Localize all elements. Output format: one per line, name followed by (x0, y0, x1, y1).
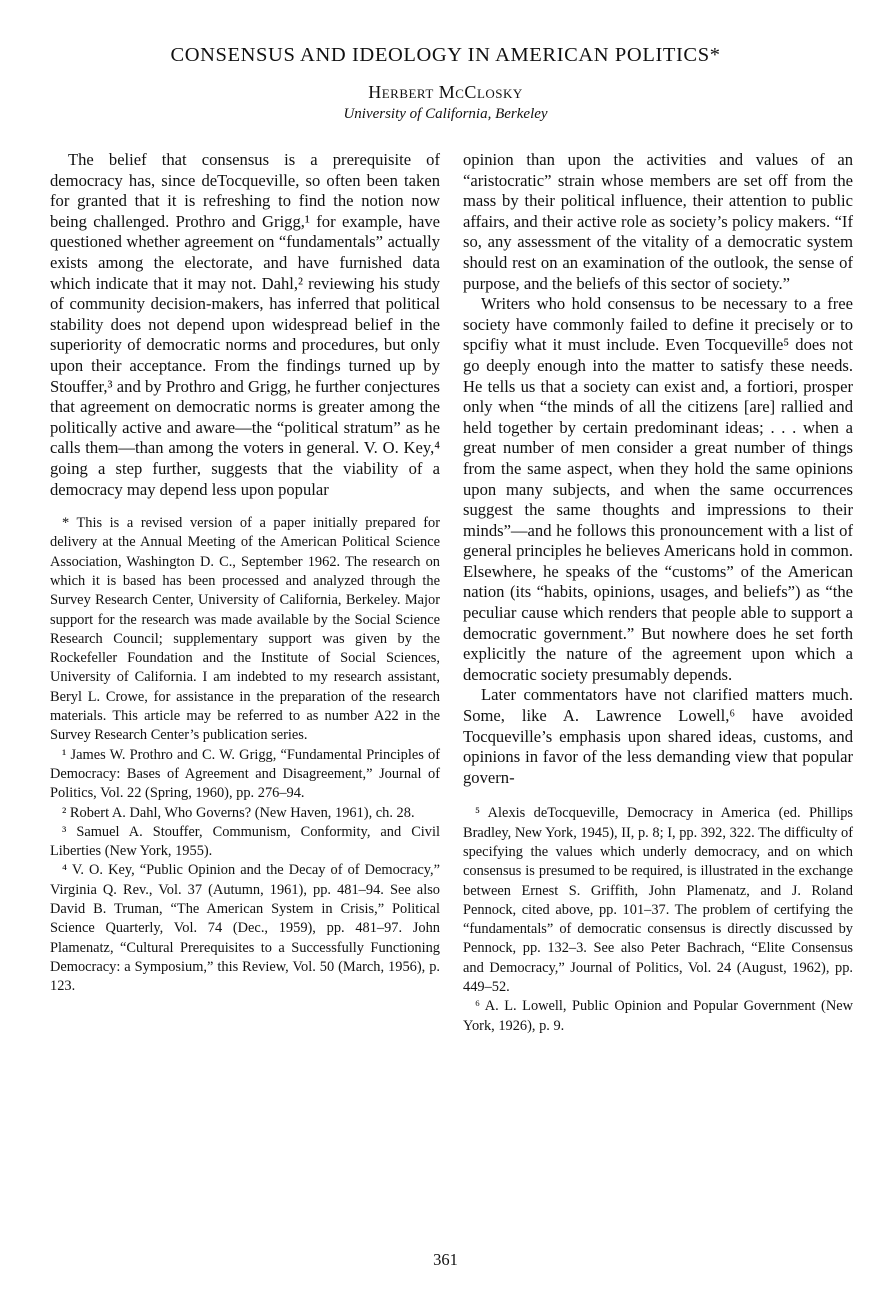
left-footnotes (50, 514, 440, 996)
author-name: Herbert McClosky (368, 82, 523, 102)
right-column (463, 150, 853, 1036)
left-body-text (50, 150, 440, 500)
paragraph-continued: opinion than upon the activities and values of an “aristocratic” strain whose members are set off from the mass by their political influence, their attention to public affairs, and their active role as society’s policy makers. “If so, any assessment of the vitality of a democratic system should rest on an examination of the outlook, the sense of purpose, and the beliefs of this sector of society.” (463, 150, 853, 293)
footnote-3: ³ Samuel A. Stouffer, Communism, Conformity, and Civil Liberties (New York, 1955). (50, 823, 440, 860)
author-affiliation: University of California, Berkeley (343, 106, 548, 122)
page-number: 361 (433, 1250, 458, 1269)
paragraph-intro: The belief that consensus is a prerequisite of democracy has, since deTocqueville, so often been taken for granted that it is refreshing to find the notion now being challenged. Prothro and Grigg,¹ for example, have questioned whether agreement on “fundamentals” actually exists among the electorate, and have furnished data which indicate that it may not. Dahl,² reviewing his study of community decision-makers, has inferred that political stability does not depend upon widespread belief in the superiority of democratic norms and procedures, but only upon their acceptance. From the findings turned up by Stouffer,³ and by Prothro and Grigg, he further conjectures that agreement on democratic norms is greater among the politically active and aware—the “political stratum” as he calls them—than among the voters in general. V. O. Key,⁴ going a step further, suggests that the viability of a democracy may depend less upon popular (50, 150, 440, 499)
footnote-star: * This is a revised version of a paper initially prepared for delivery at the Annual Meeting of the American Political Science Association, Washington D. C., September 1962. The research on which it is based has been processed and analyzed through the Survey Research Center, University of California, Berkeley. Major support for the research was made available by the Social Science Research Council; supplementary support was given by the Rockefeller Foundation and the Institute of Social Sciences, University of California. I am indebted to my research assistant, Beryl L. Crowe, for assistance in the preparation of the research materials. This article may be referred to as number A22 in the Survey Research Center’s publication series. (50, 515, 440, 744)
footnote-6: ⁶ A. L. Lowell, Public Opinion and Popular Government (New York, 1926), p. 9. (463, 998, 853, 1034)
article-title: CONSENSUS AND IDEOLOGY IN AMERICAN POLITICS* (170, 44, 721, 66)
right-body-text (463, 150, 853, 788)
right-footnotes (463, 804, 853, 1036)
footnote-2: ² Robert A. Dahl, Who Governs? (New Haven, 1961), ch. 28. (62, 804, 415, 821)
footnote-5: ⁵ Alexis deTocqueville, Democracy in America (ed. Phillips Bradley, New York, 1945), II, p. 8; I, pp. 392, 322. The difficulty of specifying the values which underly democracy, and on which consensus is presumed to be required, is illustrated in the exchange between Ernest S. Griffith, John Plamenatz, and J. Roland Pennock, cited above, pp. 101–37. The problem of certifying the “fundamentals” of democratic consensus is directly discussed by Pennock, pp. 132–3. See also Peter Bachrach, “Elite Consensus and Democracy,” Journal of Politics, Vol. 24 (August, 1962), pp. 449–52. (463, 805, 853, 996)
paragraph-later-commentators: Later commentators have not clarified matters much. Some, like A. Lawrence Lowell,⁶ have avoided Tocqueville’s emphasis upon shared ideas, customs, and opinions in favor of the less demanding view that popular govern- (463, 685, 853, 787)
footnote-4: ⁴ V. O. Key, “Public Opinion and the Decay of of Democracy,” Virginia Q. Rev., Vol. 37 (Autumn, 1961), pp. 481–94. See also David B. Truman, “The American System in Crisis,” Political Science Quarterly, Vol. 74 (Dec., 1959), pp. 481–97. John Plamenatz, “Cultural Prerequisites to a Successfully Functioning Democracy: a Symposium,” this Review, Vol. 50 (March, 1956), p. 123. (50, 862, 440, 995)
left-column (50, 150, 440, 997)
footnote-1: ¹ James W. Prothro and C. W. Grigg, “Fundamental Principles of Democracy: Bases of Agreement and Disagreement,” Journal of Politics, Vol. 22 (Spring, 1960), pp. 276–94. (50, 746, 440, 802)
paragraph-writers: Writers who hold consensus to be necessary to a free society have commonly failed to define it precisely or to spcifiy what it must include. Even Tocqueville⁵ does not go deeply enough into the matter to satisfy these needs. He tells us that a society can exist and, a fortiori, prosper only when “the minds of all the citizens [are] rallied and held together by certain predominant ideas; . . . when a great number of men consider a great number of things from the same aspect, when they hold the same opinions upon many subjects, and when the same occurrences suggest the same thoughts and impressions to their minds”—and he follows this pronouncement with a list of general principles he believes Americans hold in common. Elsewhere, he speaks of the “customs” of the American nation (its “habits, opinions, usages, and beliefs”) as “the peculiar cause which renders that people able to support a democratic government.” But nowhere does he set forth explicitly the nature of the agreement upon which a democratic society presumably depends. (463, 294, 853, 684)
